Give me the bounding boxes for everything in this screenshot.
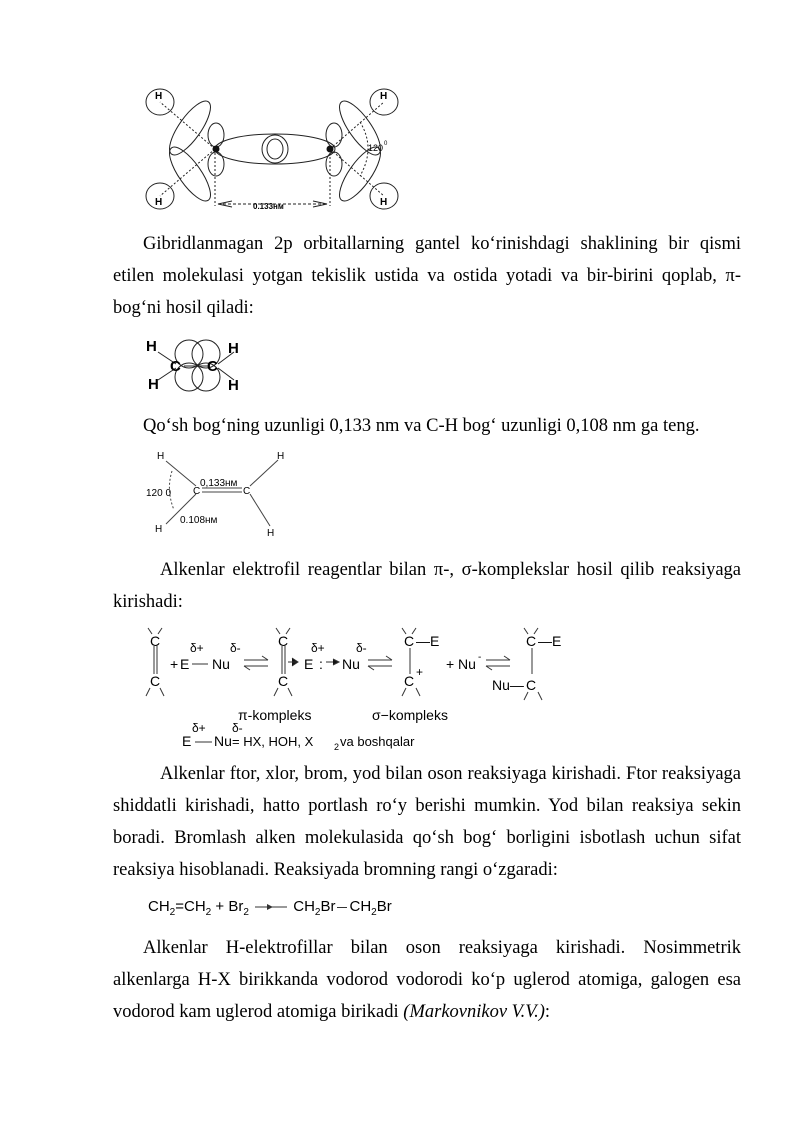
hydrogen-label: H — [380, 91, 388, 102]
minus-sup: - — [478, 652, 482, 663]
hydrogen-label: H — [155, 197, 163, 208]
ch-length-label: 0.108нм — [180, 515, 218, 526]
carbon-nucleus-right — [327, 146, 334, 153]
delta-plus-label: δ+ — [192, 721, 206, 735]
carbon-label: C — [150, 633, 161, 649]
nucleophile-label: Nu — [458, 656, 476, 672]
formula-ch: CH — [349, 898, 372, 915]
angle-degree-sup: 0 — [384, 141, 388, 147]
reaction-arrow-icon — [253, 902, 289, 912]
double-bond-sign: = — [175, 898, 184, 915]
bond-length-label: 0.133нм — [253, 202, 284, 211]
delta-minus-label: δ- — [230, 641, 241, 655]
hydrogen-label: H — [155, 91, 163, 102]
angle-label: 120 0 — [146, 488, 172, 499]
plus-sign: + — [446, 656, 455, 672]
plus-sign: + — [211, 898, 229, 915]
electrophile-bond-label: —E — [416, 633, 440, 649]
hydrogen-label: H — [146, 338, 157, 355]
carbon-label: C — [193, 486, 201, 497]
formula-ch: CH — [184, 898, 206, 915]
hydrogen-label: H — [267, 528, 275, 538]
paragraph-halogenation: Alkenlar ftor, xlor, brom, yod bilan oson reaksiyaga kirishadi. Ftor reaksiyaga shiddatli kirishadi, hatto portlash ro‘y berishi mumkin. Yod bilan reaksiya sekin boradi. Bromlash alken molekulasida qo‘sh bog‘ borligini isbotlash uchun sifat reaksiya hisoblanadi. Reaksiyada bromning rangi o‘zgaradi: — [113, 764, 741, 880]
paragraph-bond-lengths: Qo‘sh bog‘ning uzunligi 0,133 nm va C-H bog‘ uzunligi 0,108 nm ga teng. — [143, 416, 700, 436]
pi-complex-label: π-kompleks — [238, 707, 312, 723]
hydrogen-label: H — [380, 197, 388, 208]
legend-subscript: 2 — [334, 742, 340, 752]
carbon-label: C — [278, 673, 289, 689]
carbon-label: C — [243, 486, 251, 497]
carbon-label: C — [526, 677, 537, 693]
hydrogen-label: H — [155, 524, 163, 535]
subscript: 2 — [169, 907, 176, 918]
carbon-label: C — [404, 633, 415, 649]
colon-sign: : — [319, 656, 323, 672]
subscript: 2 — [314, 907, 321, 918]
paragraph-electrophilic: Alkenlar elektrofil reagentlar bilan π-, σ-komplekslar hosil qilib reaksiyaga kirishadi: — [113, 560, 741, 612]
hydrogen-label: H — [148, 376, 159, 393]
hydrogen-label: H — [277, 451, 285, 462]
formula-ch: CH — [148, 898, 170, 915]
subscript: 2 — [205, 907, 212, 918]
nucleophile-label: Nu — [342, 656, 360, 672]
carbon-label: C — [404, 673, 415, 689]
formula-br: Br — [228, 898, 244, 915]
electrophile-label: E — [180, 656, 190, 672]
hydrogen-label: H — [228, 340, 239, 357]
legend-electrophile: E — [182, 733, 192, 749]
plus-sign: + — [170, 656, 179, 672]
nucleophile-label: Nu — [212, 656, 230, 672]
cc-length-label: 0,133нм — [200, 478, 238, 489]
paragraph-markovnikov — [113, 932, 741, 1028]
carbon-label: C — [170, 358, 181, 375]
bromination-equation — [148, 898, 392, 918]
legend-nucleophile: Nu — [214, 733, 232, 749]
legend-reagents: = HX, HOH, X — [232, 734, 314, 749]
formula-ch: CH — [293, 898, 315, 915]
formula-br: Br — [376, 898, 392, 915]
delta-plus-label: δ+ — [190, 641, 204, 655]
hydrogen-label: H — [157, 451, 165, 462]
sigma-complex-label: σ−kompleks — [372, 707, 448, 723]
ethylene-orbital-figure — [140, 78, 410, 218]
nucleophile-bond-label: Nu— — [492, 677, 524, 693]
carbon-label: C — [526, 633, 537, 649]
angle-label: 120 — [368, 143, 384, 153]
pi-overlap-figure — [142, 330, 252, 396]
reaction-mechanism-figure — [140, 622, 580, 754]
electrophile-label: E — [304, 656, 314, 672]
legend-tail: va boshqalar — [340, 734, 415, 749]
delta-minus-label: δ- — [232, 721, 243, 735]
paragraph-pi-bond: Gibridlanmagan 2p orbitallarning gantel ko‘rinishdagi shaklining bir qismi etilen molekulasi yotgan tekislik ustida va ostida yotadi va bir-birini qoplab, π-bog‘ni hosil qiladi: — [113, 234, 741, 318]
carbon-nucleus-left — [213, 146, 220, 153]
delta-minus-label: δ- — [356, 641, 367, 655]
bond-geometry-figure — [140, 446, 300, 538]
paragraph-text: Alkenlar H-elektrofillar bilan oson reaksiyaga kirishadi. Nosimmetrik alkenlarga H-X birikkanda vodorod vodorodi ko‘p uglerod atomiga, galogen esa vodorod kam uglerod atomiga birikadi — [113, 938, 741, 1022]
subscript: 2 — [243, 907, 249, 918]
delta-plus-label: δ+ — [311, 641, 325, 655]
citation: (Markovnikov V.V.) — [403, 1002, 545, 1022]
ch-orbital-bottom-left — [163, 141, 218, 206]
formula-br: Br — [320, 898, 336, 915]
electrophile-bond-label: —E — [538, 633, 562, 649]
carbon-label: C — [278, 633, 289, 649]
carbon-label: C — [150, 673, 161, 689]
plus-sign: + — [416, 665, 424, 679]
single-bond-icon — [337, 907, 347, 908]
subscript: 2 — [371, 907, 377, 918]
carbon-label: C — [207, 358, 218, 375]
paragraph-end: : — [544, 1002, 551, 1022]
hydrogen-label: H — [228, 377, 239, 394]
